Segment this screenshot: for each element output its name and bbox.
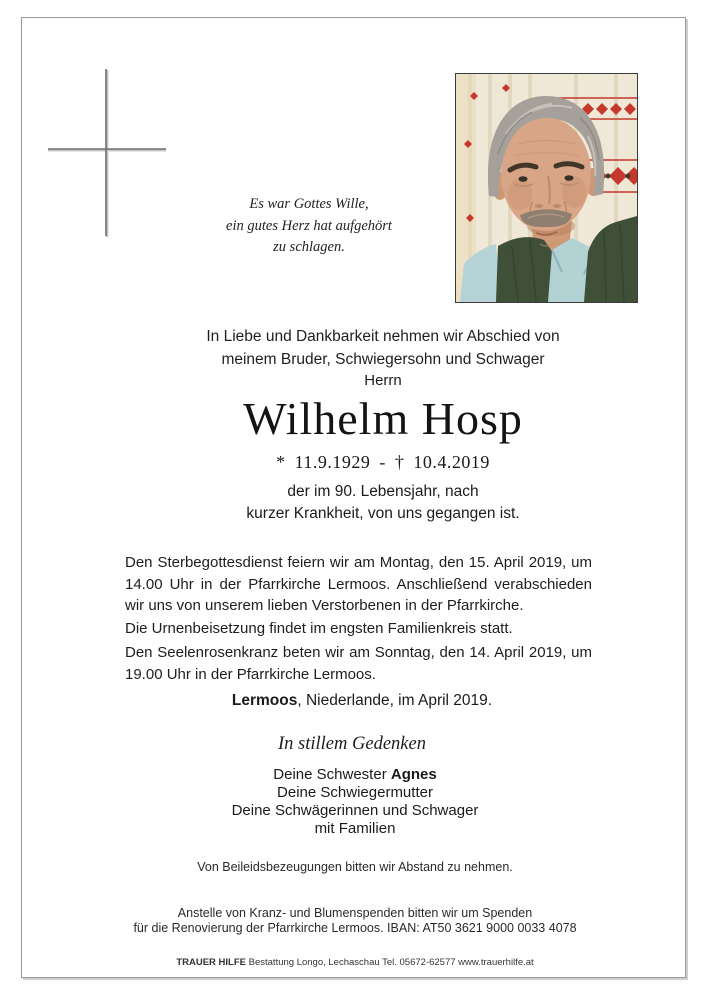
remembrance-heading: In stillem Gedenken [278, 734, 426, 754]
intro-line-2: meinem Bruder, Schwiegersohn und Schwager [221, 351, 545, 368]
intro-text [153, 325, 613, 371]
dateline-rest: , Niederlande, im April 2019. [297, 692, 493, 709]
mourner-line-3: Deine Schwägerinnen und Schwager [231, 802, 479, 819]
donation-note [125, 906, 585, 936]
dateline [132, 692, 592, 710]
rosary-paragraph: Den Seelenrosenkranz beten wir am Sonntag, den 14. April 2019, um 19.00 Uhr in der Pfarrkirche Lermoos. [125, 644, 592, 683]
age-note-line-2: kurzer Krankheit, von uns gegangen ist. [246, 505, 520, 522]
life-dates: * 11.9.1929 - † 10.4.2019 [276, 452, 490, 472]
portrait-illustration [456, 74, 637, 302]
mourner-line-1-name: Agnes [390, 766, 437, 783]
footer-brand: TRAUER HILFE [176, 957, 246, 968]
footer-text: Bestattung Longo, Lechaschau Tel. 05672-62577 www.trauerhilfe.at [246, 957, 534, 968]
age-note [153, 481, 613, 525]
memorial-verse [189, 194, 429, 259]
mourners-list [125, 766, 585, 838]
condolence-note: Von Beileidsbezeugungen bitten wir Abstand zu nehmen. [197, 860, 513, 874]
memorial-cross-icon [40, 65, 175, 245]
place-name: Lermoos [231, 692, 298, 709]
deceased-name: Wilhelm Hosp [243, 393, 523, 444]
funeral-home-footer [125, 957, 585, 968]
donation-note-line-1: Anstelle von Kranz- und Blumenspenden bitten wir um Spenden [177, 906, 533, 920]
mourner-line-4: mit Familien [314, 820, 396, 837]
urn-paragraph: Die Urnenbeisetzung findet im engsten Familienkreis statt. [125, 620, 513, 637]
verse-line-3: zu schlagen. [273, 239, 345, 255]
salutation: Herrn [364, 372, 402, 389]
service-paragraph: Den Sterbegottesdienst feiern wir am Montag, den 15. April 2019, um 14.00 Uhr in der Pfarrkirche Lermoos. Anschließend verabschieden wir uns von unserem lieben Verstorbenen in der Pfarrkirche. [125, 554, 592, 614]
verse-line-2: ein gutes Herz hat aufgehört [226, 217, 392, 234]
verse-line-1: Es war Gottes Wille, [249, 196, 369, 212]
mourner-line-1-text: Deine Schwester [273, 766, 391, 783]
donation-note-line-2: für die Renovierung der Pfarrkirche Lermoos. IBAN: AT50 3621 9000 0033 4078 [133, 921, 577, 935]
mourner-line-2: Deine Schwiegermutter [277, 784, 433, 801]
intro-line-1: In Liebe und Dankbarkeit nehmen wir Abschied von [206, 328, 560, 345]
age-note-line-1: der im 90. Lebensjahr, nach [287, 483, 479, 500]
memorial-card [21, 17, 686, 978]
mourner-line-1 [125, 766, 585, 784]
portrait-photo [455, 73, 638, 303]
